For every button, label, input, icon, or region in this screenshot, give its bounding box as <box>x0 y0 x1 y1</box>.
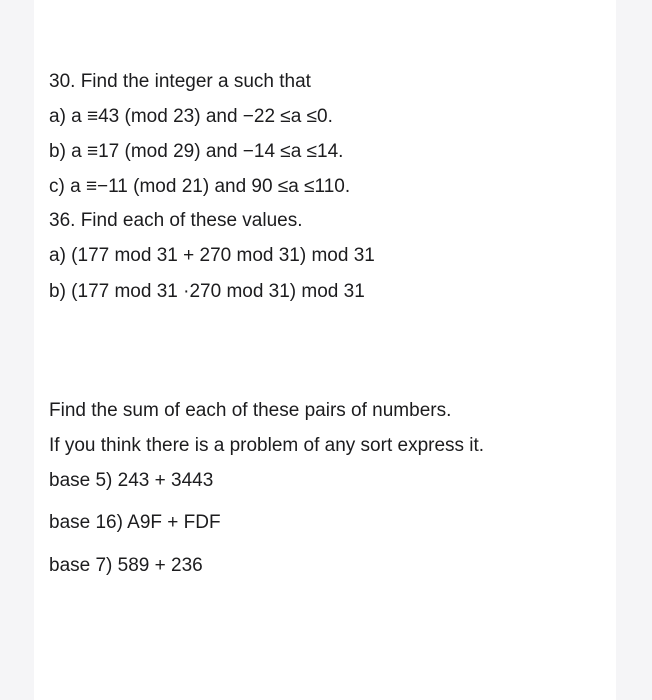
sum-pairs-heading: Find the sum of each of these pairs of numbers. <box>49 400 452 421</box>
question-36-part-b: b) (177 mod 31 ·270 mod 31) mod 31 <box>49 281 365 302</box>
question-30-part-c: c) a ≡−11 (mod 21) and 90 ≤a ≤110. <box>49 176 351 197</box>
base-7-sum: base 7) 589 + 236 <box>49 555 203 576</box>
question-30-part-a: a) a ≡43 (mod 23) and −22 ≤a ≤0. <box>49 106 333 127</box>
document-page <box>34 0 616 700</box>
problem-instruction: If you think there is a problem of any sort express it. <box>49 435 485 456</box>
question-30-heading: 30. Find the integer a such that <box>49 71 311 92</box>
base-5-sum: base 5) 243 + 3443 <box>49 470 214 491</box>
question-30-part-b: b) a ≡17 (mod 29) and −14 ≤a ≤14. <box>49 141 344 162</box>
question-36-heading: 36. Find each of these values. <box>49 210 303 231</box>
question-36-part-a: a) (177 mod 31 + 270 mod 31) mod 31 <box>49 245 375 266</box>
base-16-sum: base 16) A9F + FDF <box>49 512 221 533</box>
